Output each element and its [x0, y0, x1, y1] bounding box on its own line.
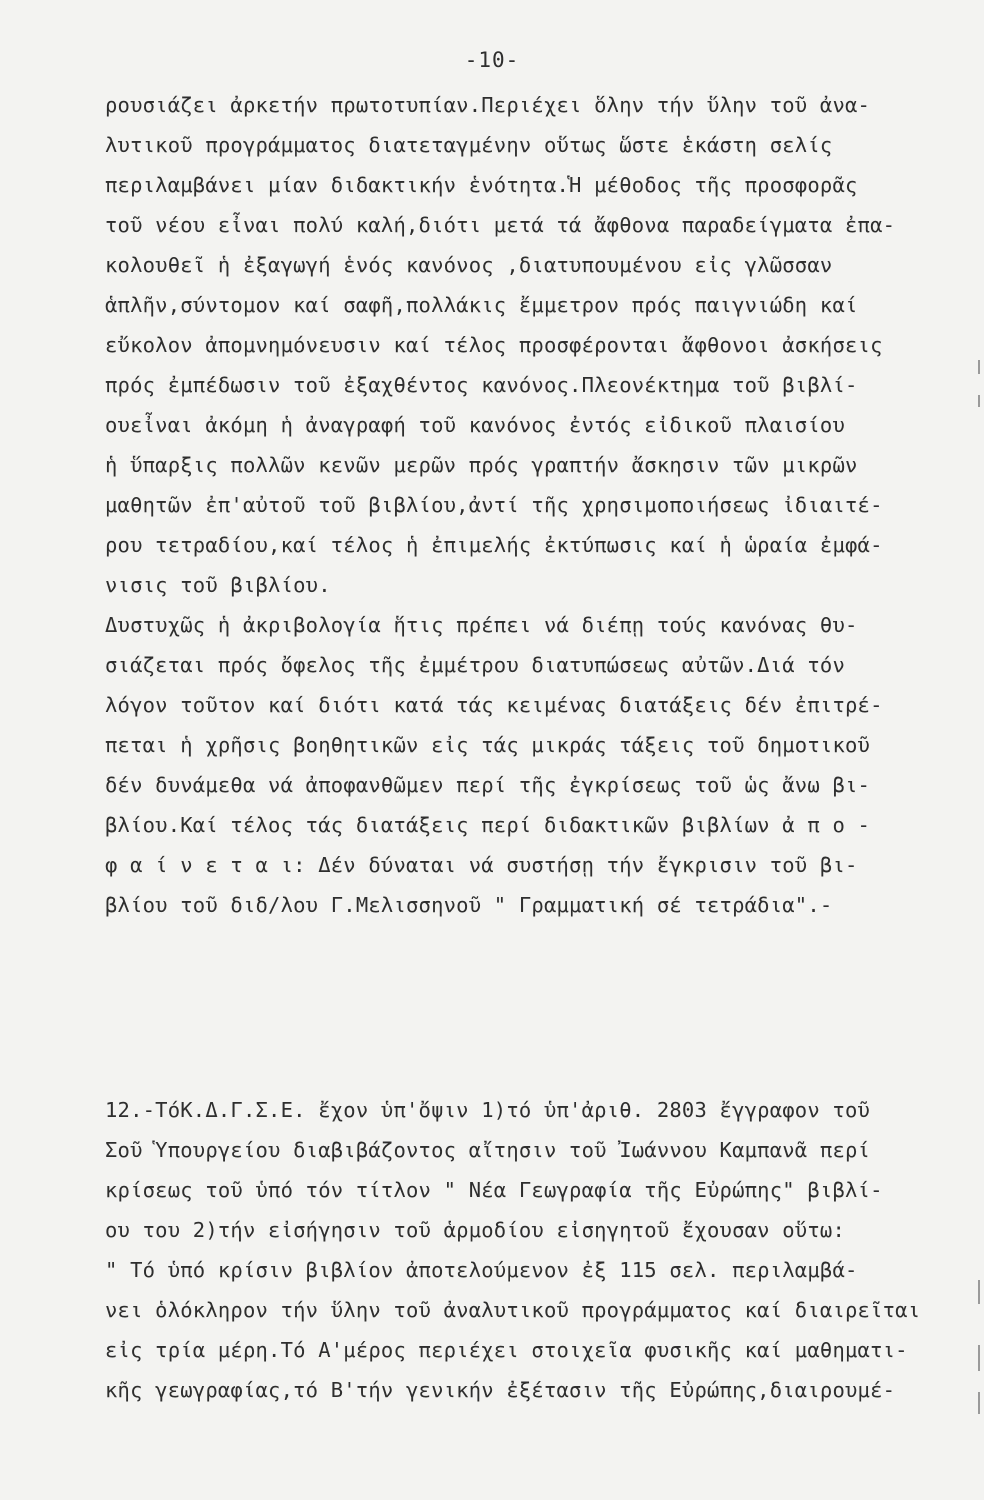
margin-mark — [978, 395, 980, 407]
margin-mark — [978, 1280, 980, 1304]
text-line: φ α ί ν ε τ α ι: Δέν δύναται νά συστήσῃ τήν ἔγκρισιν τοῦ βι- — [105, 853, 858, 877]
page-number: -10- — [464, 48, 520, 72]
text-line: πεται ἡ χρῆσις βοηθητικῶν εἰς τάς μικράς τάξεις τοῦ δημοτικοῦ — [105, 733, 871, 757]
text-line: λόγον τοῦτον καί διότι κατά τάς κειμένας διατάξεις δέν ἐπιτρέ- — [105, 693, 883, 717]
text-line: 12.-ΤόΚ.Δ.Γ.Σ.Ε. ἔχον ὑπ'ὄψιν 1)τό ὑπ'ἀριθ. 2803 ἔγγραφον τοῦ — [105, 1098, 871, 1122]
text-line: δέν δυνάμεθα νά ἀποφανθῶμεν περί τῆς ἐγκρίσεως τοῦ ὡς ἄνω βι- — [105, 773, 871, 797]
text-line: σιάζεται πρός ὄφελος τῆς ἐμμέτρου διατυπώσεως αὐτῶν.Διά τόν — [105, 653, 845, 677]
paragraph-block-item-12 — [105, 1090, 965, 1410]
text-line: λυτικοῦ προγράμματος διατεταγμένην οὕτως ὥστε ἑκάστη σελίς — [105, 133, 833, 157]
text-line: πρός ἐμπέδωσιν τοῦ ἐξαχθέντος κανόνος.Πλεονέκτημα τοῦ βιβλί- — [105, 373, 858, 397]
text-line: μαθητῶν ἐπ'αὐτοῦ τοῦ βιβλίου,ἀντί τῆς χρησιμοποιήσεως ἰδιαιτέ- — [105, 493, 883, 517]
text-line: ἡ ὕπαρξις πολλῶν κενῶν μερῶν πρός γραπτήν ἄσκησιν τῶν μικρῶν — [105, 453, 858, 477]
text-line: κολουθεῖ ἡ ἐξαγωγή ἑνός κανόνος ,διατυπουμένου εἰς γλῶσσαν — [105, 253, 833, 277]
text-line: νει ὁλόκληρον τήν ὕλην τοῦ ἀναλυτικοῦ προγράμματος καί διαιρεῖται — [105, 1298, 921, 1322]
paragraph-block-review — [105, 85, 965, 925]
text-line: ἁπλῆν,σύντομον καί σαφῆ,πολλάκις ἔμμετρον πρός παιγνιώδη καί — [105, 293, 858, 317]
text-line: βλίου τοῦ διδ/λου Γ.Μελισσηνοῦ " Γραμματική σέ τετράδια".- — [105, 893, 833, 917]
text-line: " Τό ὑπό κρίσιν βιβλίον ἀποτελούμενον ἐξ 115 σελ. περιλαμβά- — [105, 1258, 858, 1282]
text-line: τοῦ νέου εἶναι πολύ καλή,διότι μετά τά ἄφθονα παραδείγματα ἐπα- — [105, 213, 896, 237]
text-line: νισις τοῦ βιβλίου. — [105, 573, 331, 597]
text-line: περιλαμβάνει μίαν διδακτικήν ἑνότητα.Ἡ μέθοδος τῆς προσφορᾶς — [105, 173, 858, 197]
text-line: ρουσιάζει ἀρκετήν πρωτοτυπίαν.Περιέχει ὅλην τήν ὕλην τοῦ ἀνα- — [105, 93, 871, 117]
text-line: ουεἶναι ἀκόμη ἡ ἀναγραφή τοῦ κανόνος ἐντός εἰδικοῦ πλαισίου — [105, 413, 845, 437]
text-line: κῆς γεωγραφίας,τό Β'τήν γενικήν ἐξέτασιν τῆς Εὐρώπης,διαιρουμέ- — [105, 1378, 896, 1402]
text-line: ρου τετραδίου,καί τέλος ἡ ἐπιμελής ἐκτύπωσις καί ἡ ὡραία ἐμφά- — [105, 533, 883, 557]
text-line: ου του 2)τήν εἰσήγησιν τοῦ ἁρμοδίου εἰσηγητοῦ ἔχουσαν οὕτω: — [105, 1218, 845, 1242]
margin-mark — [978, 1345, 980, 1371]
text-line: Δυστυχῶς ἡ ἀκριβολογία ἥτις πρέπει νά διέπῃ τούς κανόνας θυ- — [105, 613, 858, 637]
text-line: εὔκολον ἀπομνημόνευσιν καί τέλος προσφέρονται ἄφθονοι ἀσκήσεις — [105, 333, 883, 357]
text-line: εἰς τρία μέρη.Τό Α'μέρος περιέχει στοιχεῖα φυσικῆς καί μαθηματι- — [105, 1338, 908, 1362]
margin-mark — [978, 360, 980, 374]
text-line: Σοῦ Ὑπουργείου διαβιβάζοντος αἴτησιν τοῦ Ἰωάννου Καμπανᾶ περί — [105, 1138, 871, 1162]
text-line: κρίσεως τοῦ ὑπό τόν τίτλον " Νέα Γεωγραφία τῆς Εὐρώπης" βιβλί- — [105, 1178, 883, 1202]
text-line: βλίου.Καί τέλος τάς διατάξεις περί διδακτικῶν βιβλίων ἀ π ο - — [105, 813, 871, 837]
margin-mark — [978, 1392, 980, 1414]
